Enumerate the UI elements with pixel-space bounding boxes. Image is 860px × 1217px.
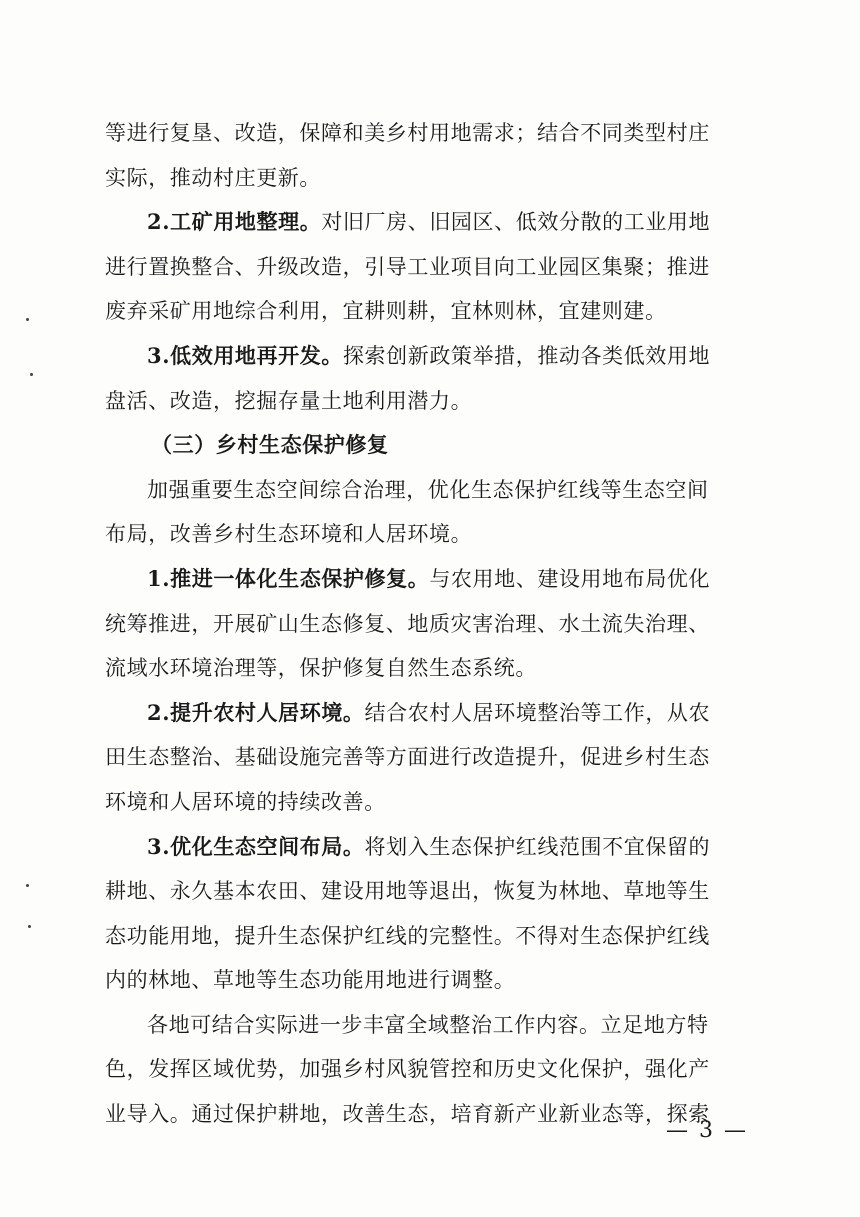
paragraph-line: 业导入。通过保护耕地，改善生态，培育新产业新业态等，探索: [105, 1102, 710, 1127]
item-text: 将划入生态保护红线范围不宜保留的: [364, 834, 711, 859]
scan-speck: [26, 884, 29, 887]
paragraph-line: 耕地、永久基本农田、建设用地等退出，恢复为林地、草地等生: [105, 879, 710, 904]
paragraph-line: 态功能用地，提升生态保护红线的完整性。不得对生态保护红线: [105, 923, 710, 948]
section-heading: （三）乡村生态保护修复: [151, 432, 389, 458]
paragraph-line: 田生态整治、基础设施完善等方面进行改造提升，促进乡村生态: [105, 745, 710, 770]
paragraph-line: [105, 334, 755, 379]
paragraph-line: [105, 825, 755, 870]
document-body: [105, 111, 755, 1137]
item-text: 结合农村人居环境整治等工作，从农: [364, 700, 711, 725]
paragraph-line: 废弃采矿用地综合利用，宜耕则耕，宜林则林，宜建则建。: [105, 299, 667, 324]
item-title: 2.工矿用地整理。: [147, 209, 322, 235]
paragraph-line: 色，发挥区域优势，加强乡村风貌管控和历史文化保护，强化产: [105, 1057, 710, 1082]
item-title: 1.推进一体化生态保护修复。: [147, 565, 430, 591]
item-text: 探索创新政策举措，推动各类低效用地: [342, 343, 711, 368]
scan-speck: [26, 318, 29, 321]
paragraph-line: 各地可结合实际进一步丰富全域整治工作内容。立足地方特: [147, 1012, 709, 1037]
paragraph-line: [105, 691, 755, 736]
item-text: 对旧厂房、旧园区、低效分散的工业用地: [321, 210, 711, 235]
item-title: 3.优化生态空间布局。: [147, 833, 365, 859]
paragraph-line: 等进行复垦、改造，保障和美乡村用地需求；结合不同类型村庄: [105, 121, 710, 145]
paragraph-line: 内的林地、草地等生态功能用地进行调整。: [105, 968, 516, 993]
page-number: — 3 —: [666, 1118, 748, 1143]
item-title: 3.低效用地再开发。: [147, 342, 343, 368]
scan-speck: [30, 373, 33, 376]
paragraph-line: [105, 557, 755, 602]
item-title: 2.提升农村人居环境。: [147, 699, 365, 725]
paragraph-line: [105, 200, 755, 245]
paragraph-line: 加强重要生态空间综合治理，优化生态保护红线等生态空间: [147, 477, 709, 502]
paragraph-line: 进行置换整合、升级改造，引导工业项目向工业园区集聚；推进: [105, 254, 710, 279]
paragraph-line: 实际，推动村庄更新。: [105, 165, 321, 190]
paragraph-line: 统筹推进，开展矿山生态修复、地质灾害治理、水土流失治理、: [105, 611, 710, 636]
scan-speck: [28, 925, 31, 928]
item-text: 与农用地、建设用地布局优化: [429, 566, 711, 591]
paragraph-line: 流域水环境治理等，保护修复自然生态系统。: [105, 656, 537, 681]
paragraph-line: 盘活、改造，挖掘存量土地利用潜力。: [105, 388, 473, 413]
paragraph-line: 布局，改善乡村生态环境和人居环境。: [105, 522, 473, 547]
paragraph-line: 环境和人居环境的持续改善。: [105, 789, 386, 814]
